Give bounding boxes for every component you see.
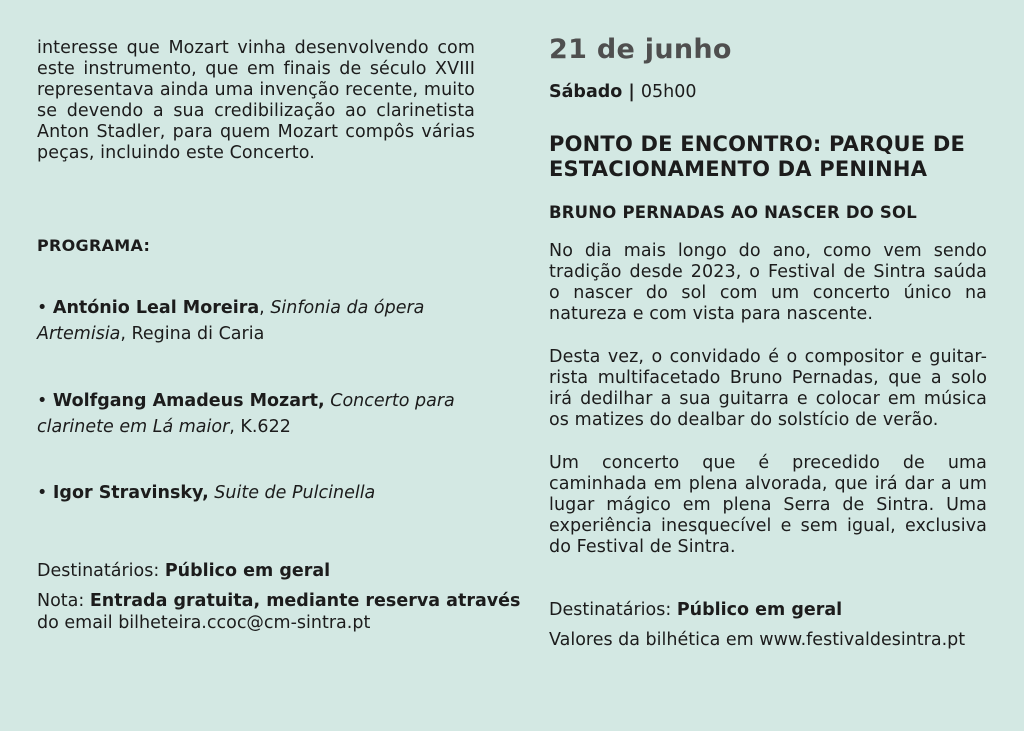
- work-title: Concerto para clarinete em Lá maior: [37, 391, 455, 437]
- day-separator: |: [622, 82, 641, 102]
- separator: ,: [259, 298, 271, 318]
- destinatarios-line: [37, 560, 330, 582]
- program-item: [37, 388, 475, 440]
- composer-name: Igor Stravinsky,: [52, 483, 209, 503]
- email-line: do email bilheteira.ccoc@cm-sintra.pt: [37, 613, 371, 633]
- work-detail: , Regina di Caria: [120, 324, 265, 344]
- valores-line: Valores da bilhética em www.festivaldesintra.pt: [549, 630, 966, 650]
- day-time-line: [549, 82, 697, 102]
- nota-value: Entrada gratuita, mediante reserva através: [89, 591, 521, 611]
- intro-paragraph: interesse que Mozart vinha desenvolvendo com este instrumento, que em finais de século XVIII representava ainda uma invenção recente, muito se devendo a sua credibilização ao clarinetista Anton Stadler, para quem Mozart compôs várias peças, incluindo este Concerto.: [37, 38, 475, 163]
- bullet: •: [37, 483, 48, 503]
- nota-line: [37, 590, 520, 612]
- event-time: 05h00: [640, 82, 697, 102]
- description-paragraph: No dia mais longo do ano, como vem sendo tradição desde 2023, o Festival de Sintra saúda o nascer do sol com um concerto único na natureza e com vista para nascente.: [549, 241, 987, 324]
- work-title: Suite de Pulcinella: [214, 483, 376, 503]
- destinatarios-value: Público em geral: [164, 561, 331, 581]
- description-paragraph: Desta vez, o convidado é o compositor e guitar-rista multifacetado Bruno Pernadas, que a solo irá dedilhar a sua guitarra e colocar em música os matizes do dealbar do solstício de verão.: [549, 347, 987, 430]
- concert-title: BRUNO PERNADAS AO NASCER DO SOL: [549, 203, 917, 222]
- work-detail: , K.622: [229, 417, 291, 437]
- event-date: 21 de junho: [549, 34, 732, 65]
- destinatarios-value: Público em geral: [676, 600, 843, 620]
- bullet: •: [37, 298, 48, 318]
- description-paragraph: Um concerto que é precedido de uma caminhada em plena alvorada, que irá dar a um lugar mágico em plena Serra de Sintra. Uma experiência inesquecível e sem igual, exclusiva do Festival de Sintra.: [549, 453, 987, 557]
- composer-name: António Leal Moreira: [52, 298, 260, 318]
- destinatarios-label: Destinatários:: [549, 600, 677, 620]
- program-item: [37, 295, 475, 347]
- composer-name: Wolfgang Amadeus Mozart,: [52, 391, 325, 411]
- destinatarios-line: [549, 599, 842, 621]
- bullet: •: [37, 391, 48, 411]
- event-day: Sábado: [549, 82, 623, 102]
- programa-heading: PROGRAMA:: [37, 236, 151, 255]
- work-title: Sinfonia da ópera Artemisia: [37, 298, 425, 344]
- destinatarios-label: Destinatários:: [37, 561, 165, 581]
- meeting-point-title: PONTO DE ENCONTRO: PARQUE DE ESTACIONAMENTO DA PENINHA: [549, 132, 966, 181]
- nota-label: Nota:: [37, 591, 90, 611]
- program-item: [37, 480, 475, 506]
